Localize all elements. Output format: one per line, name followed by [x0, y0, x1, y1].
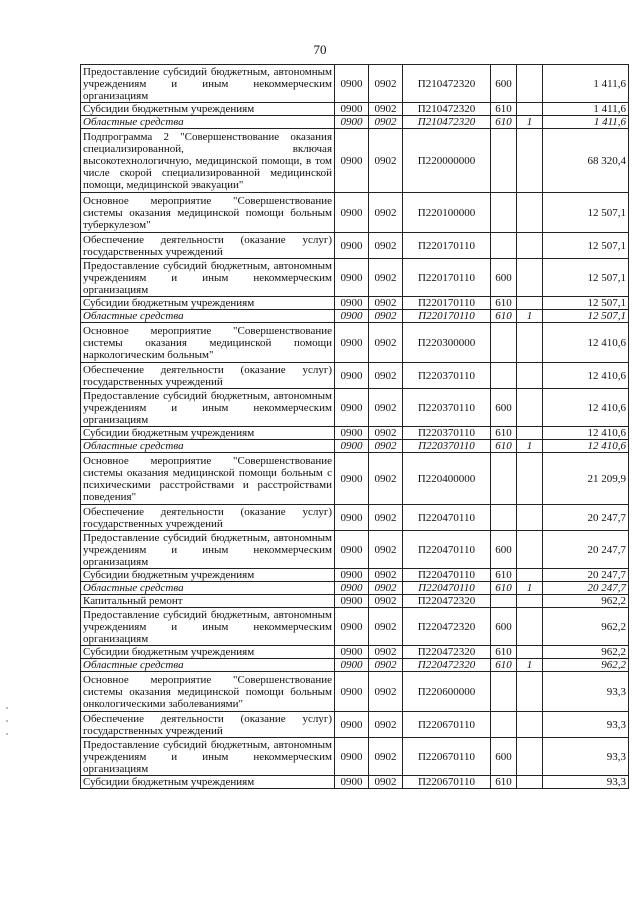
row-cs: П220470110	[403, 569, 491, 582]
row-kp: 1	[517, 440, 543, 453]
row-name: Субсидии бюджетным учреждениям	[81, 297, 335, 310]
row-ved: 0900	[335, 595, 369, 608]
row-kp	[517, 363, 543, 389]
row-kp	[517, 595, 543, 608]
row-vr	[491, 233, 517, 259]
row-vr: 610	[491, 297, 517, 310]
table-row	[81, 595, 629, 608]
row-sum: 1 411,6	[543, 116, 629, 129]
row-name: Областные средства	[81, 440, 335, 453]
row-kp	[517, 569, 543, 582]
row-cs: П220472320	[403, 646, 491, 659]
row-rz: 0902	[369, 505, 403, 531]
row-rz: 0902	[369, 116, 403, 129]
row-kp	[517, 427, 543, 440]
row-rz: 0902	[369, 531, 403, 569]
row-rz: 0902	[369, 569, 403, 582]
row-cs: П220300000	[403, 323, 491, 363]
row-vr: 600	[491, 389, 517, 427]
row-cs: П220370110	[403, 440, 491, 453]
row-cs: П220472320	[403, 608, 491, 646]
row-rz: 0902	[369, 608, 403, 646]
row-kp	[517, 646, 543, 659]
row-kp	[517, 776, 543, 789]
table-row	[81, 569, 629, 582]
row-sum: 12 410,6	[543, 440, 629, 453]
row-rz: 0902	[369, 129, 403, 193]
row-vr	[491, 129, 517, 193]
row-name: Субсидии бюджетным учреждениям	[81, 103, 335, 116]
row-name: Основное мероприятие "Совершенствование системы оказания медицинской помощи больным онкологическими заболеваниями"	[81, 672, 335, 712]
row-rz: 0902	[369, 776, 403, 789]
row-kp	[517, 103, 543, 116]
row-ved: 0900	[335, 569, 369, 582]
row-cs: П220670110	[403, 738, 491, 776]
table-row	[81, 193, 629, 233]
row-kp	[517, 505, 543, 531]
row-sum: 93,3	[543, 776, 629, 789]
row-cs: П220400000	[403, 453, 491, 505]
table-row	[81, 116, 629, 129]
table-row	[81, 363, 629, 389]
row-rz: 0902	[369, 582, 403, 595]
row-sum: 12 410,6	[543, 389, 629, 427]
row-rz: 0902	[369, 672, 403, 712]
row-vr: 600	[491, 259, 517, 297]
row-name: Предоставление субсидий бюджетным, автономным учреждениям и иным некоммерческим организациям	[81, 608, 335, 646]
table-row	[81, 259, 629, 297]
row-rz: 0902	[369, 595, 403, 608]
row-ved: 0900	[335, 259, 369, 297]
table-row	[81, 310, 629, 323]
row-sum: 20 247,7	[543, 531, 629, 569]
row-rz: 0902	[369, 738, 403, 776]
row-sum: 1 411,6	[543, 65, 629, 103]
row-rz: 0902	[369, 712, 403, 738]
table-row	[81, 233, 629, 259]
row-ved: 0900	[335, 323, 369, 363]
row-ved: 0900	[335, 116, 369, 129]
row-name: Капитальный ремонт	[81, 595, 335, 608]
row-name: Обеспечение деятельности (оказание услуг) государственных учреждений	[81, 505, 335, 531]
row-name: Предоставление субсидий бюджетным, автономным учреждениям и иным некоммерческим организациям	[81, 65, 335, 103]
row-ved: 0900	[335, 712, 369, 738]
row-vr	[491, 193, 517, 233]
row-kp	[517, 531, 543, 569]
row-kp: 1	[517, 310, 543, 323]
row-sum: 1 411,6	[543, 103, 629, 116]
table-row	[81, 712, 629, 738]
table-row	[81, 297, 629, 310]
row-name: Обеспечение деятельности (оказание услуг) государственных учреждений	[81, 712, 335, 738]
row-vr: 610	[491, 103, 517, 116]
row-name: Предоставление субсидий бюджетным, автономным учреждениям и иным некоммерческим организациям	[81, 738, 335, 776]
row-kp	[517, 608, 543, 646]
row-name: Подпрограмма 2 "Совершенствование оказания специализированной, включая высокотехнологичную, медицинской помощи, в том числе скорой специализированной медицинской помощи, медицинской эвакуации"	[81, 129, 335, 193]
table-row	[81, 646, 629, 659]
page-number: 70	[313, 42, 327, 57]
row-rz: 0902	[369, 310, 403, 323]
row-cs: П220370110	[403, 389, 491, 427]
table-row	[81, 608, 629, 646]
row-sum: 12 507,1	[543, 297, 629, 310]
row-name: Обеспечение деятельности (оказание услуг) государственных учреждений	[81, 233, 335, 259]
row-sum: 12 507,1	[543, 233, 629, 259]
row-kp	[517, 65, 543, 103]
row-kp	[517, 233, 543, 259]
row-vr: 610	[491, 569, 517, 582]
row-rz: 0902	[369, 323, 403, 363]
row-rz: 0902	[369, 65, 403, 103]
table-row	[81, 440, 629, 453]
row-vr: 610	[491, 310, 517, 323]
row-ved: 0900	[335, 389, 369, 427]
row-name: Субсидии бюджетным учреждениям	[81, 776, 335, 789]
row-kp	[517, 259, 543, 297]
row-name: Областные средства	[81, 582, 335, 595]
row-cs: П220170110	[403, 297, 491, 310]
row-cs: П220170110	[403, 259, 491, 297]
row-kp	[517, 389, 543, 427]
row-ved: 0900	[335, 310, 369, 323]
row-cs: П220170110	[403, 233, 491, 259]
row-sum: 20 247,7	[543, 569, 629, 582]
row-cs: П220000000	[403, 129, 491, 193]
table-row	[81, 582, 629, 595]
row-vr: 600	[491, 531, 517, 569]
table-row	[81, 531, 629, 569]
row-rz: 0902	[369, 233, 403, 259]
row-vr: 610	[491, 427, 517, 440]
row-cs: П210472320	[403, 116, 491, 129]
row-kp	[517, 297, 543, 310]
row-ved: 0900	[335, 440, 369, 453]
row-ved: 0900	[335, 738, 369, 776]
row-name: Субсидии бюджетным учреждениям	[81, 646, 335, 659]
row-name: Субсидии бюджетным учреждениям	[81, 569, 335, 582]
row-sum: 21 209,9	[543, 453, 629, 505]
row-vr	[491, 505, 517, 531]
row-sum: 93,3	[543, 712, 629, 738]
row-vr: 600	[491, 65, 517, 103]
row-cs: П220472320	[403, 595, 491, 608]
row-kp	[517, 129, 543, 193]
row-ved: 0900	[335, 582, 369, 595]
row-sum: 12 410,6	[543, 323, 629, 363]
row-ved: 0900	[335, 103, 369, 116]
budget-table-body	[81, 65, 629, 789]
row-rz: 0902	[369, 427, 403, 440]
row-kp: 1	[517, 116, 543, 129]
row-ved: 0900	[335, 505, 369, 531]
row-ved: 0900	[335, 608, 369, 646]
row-name: Основное мероприятие "Совершенствование системы оказания медицинской помощи наркологическим больным"	[81, 323, 335, 363]
row-rz: 0902	[369, 193, 403, 233]
row-name: Областные средства	[81, 116, 335, 129]
row-ved: 0900	[335, 427, 369, 440]
row-kp: 1	[517, 659, 543, 672]
row-name: Основное мероприятие "Совершенствование системы оказания медицинской помощи больным с психическими расстройствами и расстройствами поведения"	[81, 453, 335, 505]
row-sum: 12 410,6	[543, 363, 629, 389]
row-cs: П220170110	[403, 310, 491, 323]
table-row	[81, 505, 629, 531]
row-name: Предоставление субсидий бюджетным, автономным учреждениям и иным некоммерческим организациям	[81, 259, 335, 297]
row-vr: 600	[491, 738, 517, 776]
budget-table	[80, 64, 629, 789]
row-vr	[491, 712, 517, 738]
table-row	[81, 776, 629, 789]
table-row	[81, 672, 629, 712]
row-sum: 962,2	[543, 646, 629, 659]
row-vr: 600	[491, 608, 517, 646]
scan-artifact	[6, 720, 8, 722]
row-ved: 0900	[335, 453, 369, 505]
scan-artifact	[6, 733, 8, 735]
row-cs: П220472320	[403, 659, 491, 672]
table-row	[81, 103, 629, 116]
row-cs: П210472320	[403, 103, 491, 116]
row-sum: 12 507,1	[543, 193, 629, 233]
row-sum: 12 410,6	[543, 427, 629, 440]
scan-artifact	[6, 707, 8, 709]
row-vr: 610	[491, 116, 517, 129]
row-kp	[517, 712, 543, 738]
row-ved: 0900	[335, 776, 369, 789]
row-rz: 0902	[369, 646, 403, 659]
row-sum: 20 247,7	[543, 505, 629, 531]
row-kp	[517, 738, 543, 776]
row-sum: 20 247,7	[543, 582, 629, 595]
row-cs: П220470110	[403, 531, 491, 569]
row-ved: 0900	[335, 646, 369, 659]
row-cs: П220470110	[403, 505, 491, 531]
row-sum: 93,3	[543, 672, 629, 712]
row-rz: 0902	[369, 389, 403, 427]
table-row	[81, 738, 629, 776]
row-rz: 0902	[369, 659, 403, 672]
row-name: Областные средства	[81, 310, 335, 323]
row-sum: 962,2	[543, 608, 629, 646]
row-cs: П220100000	[403, 193, 491, 233]
row-name: Предоставление субсидий бюджетным, автономным учреждениям и иным некоммерческим организациям	[81, 389, 335, 427]
row-rz: 0902	[369, 453, 403, 505]
row-cs: П220370110	[403, 363, 491, 389]
row-cs: П220670110	[403, 712, 491, 738]
row-kp: 1	[517, 582, 543, 595]
row-sum: 962,2	[543, 659, 629, 672]
table-row	[81, 129, 629, 193]
row-sum: 93,3	[543, 738, 629, 776]
table-row	[81, 453, 629, 505]
row-name: Областные средства	[81, 659, 335, 672]
row-vr: 610	[491, 440, 517, 453]
row-name: Субсидии бюджетным учреждениям	[81, 427, 335, 440]
row-cs: П220370110	[403, 427, 491, 440]
row-ved: 0900	[335, 672, 369, 712]
row-rz: 0902	[369, 103, 403, 116]
row-ved: 0900	[335, 233, 369, 259]
row-cs: П220470110	[403, 582, 491, 595]
row-ved: 0900	[335, 363, 369, 389]
row-ved: 0900	[335, 65, 369, 103]
row-vr: 610	[491, 646, 517, 659]
row-cs: П220670110	[403, 776, 491, 789]
row-ved: 0900	[335, 297, 369, 310]
table-row	[81, 323, 629, 363]
row-name: Обеспечение деятельности (оказание услуг) государственных учреждений	[81, 363, 335, 389]
row-vr: 610	[491, 659, 517, 672]
row-vr	[491, 453, 517, 505]
row-name: Основное мероприятие "Совершенствование системы оказания медицинской помощи больным туберкулезом"	[81, 193, 335, 233]
row-kp	[517, 672, 543, 712]
row-ved: 0900	[335, 659, 369, 672]
row-rz: 0902	[369, 363, 403, 389]
table-row	[81, 427, 629, 440]
table-row	[81, 389, 629, 427]
row-kp	[517, 453, 543, 505]
row-rz: 0902	[369, 440, 403, 453]
row-sum: 12 507,1	[543, 259, 629, 297]
row-cs: П220600000	[403, 672, 491, 712]
row-vr: 610	[491, 582, 517, 595]
row-ved: 0900	[335, 129, 369, 193]
row-vr	[491, 323, 517, 363]
row-ved: 0900	[335, 531, 369, 569]
row-rz: 0902	[369, 297, 403, 310]
row-vr	[491, 363, 517, 389]
table-row	[81, 659, 629, 672]
row-ved: 0900	[335, 193, 369, 233]
row-cs: П210472320	[403, 65, 491, 103]
row-name: Предоставление субсидий бюджетным, автономным учреждениям и иным некоммерческим организациям	[81, 531, 335, 569]
row-kp	[517, 323, 543, 363]
row-kp	[517, 193, 543, 233]
row-sum: 12 507,1	[543, 310, 629, 323]
table-row	[81, 65, 629, 103]
row-vr: 610	[491, 776, 517, 789]
row-vr	[491, 672, 517, 712]
row-vr	[491, 595, 517, 608]
row-sum: 68 320,4	[543, 129, 629, 193]
row-rz: 0902	[369, 259, 403, 297]
row-sum: 962,2	[543, 595, 629, 608]
